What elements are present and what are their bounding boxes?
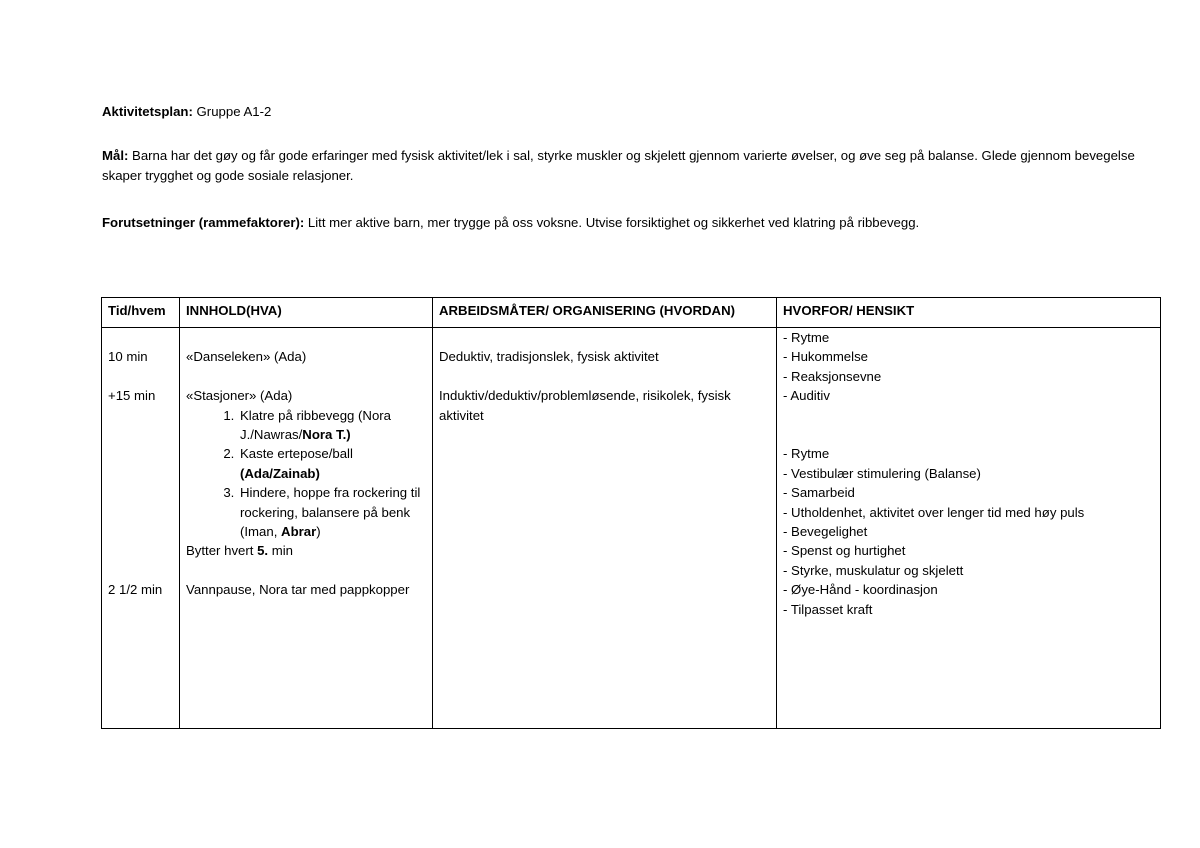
reasons-dance-list xyxy=(783,328,1154,406)
content-switch xyxy=(186,541,426,560)
switch-text: Bytter hvert xyxy=(186,543,258,559)
station-2-text: Kaste ertepose/ball xyxy=(240,446,353,462)
list-item xyxy=(238,444,426,483)
content-dance: «Danseleken» (Ada) xyxy=(186,349,307,365)
goal-label: Mål: xyxy=(102,148,129,163)
reason-cell xyxy=(777,328,1161,729)
list-item: - Tilpasset kraft xyxy=(783,601,873,617)
list-item: - Rytme xyxy=(783,446,830,462)
switch-bold: 5. xyxy=(257,543,269,559)
title-value: Gruppe A1-2 xyxy=(192,104,272,119)
list-item: - Reaksjonsevne xyxy=(783,368,882,384)
method-dance: Deduktiv, tradisjonslek, fysisk aktivitet xyxy=(439,349,659,365)
list-item: - Spenst og hurtighet xyxy=(783,543,906,559)
time-water: 2 1/2 min xyxy=(108,582,163,598)
list-item: - Rytme xyxy=(783,330,830,345)
table-header-row xyxy=(102,298,1161,328)
activity-table xyxy=(101,297,1161,729)
stations-list xyxy=(186,406,426,542)
plan-title xyxy=(102,102,1162,122)
station-1-text: Klatre på ribbevegg (Nora J./Nawras/ xyxy=(240,407,392,442)
list-item: - Vestibulær stimulering (Balanse) xyxy=(783,465,981,481)
list-item: - Hukommelse xyxy=(783,349,869,365)
title-label: Aktivitetsplan: xyxy=(102,104,193,119)
method-cell xyxy=(433,328,777,729)
header-method: ARBEIDSMÅTER/ ORGANISERING (HVORDAN) xyxy=(433,298,777,328)
goal-text: Barna har det gøy og får gode erfaringer med fysisk aktivitet/lek i sal, styrke muskler og skjelett gjennom varierte øvelser, og øve seg på balanse. Glede gjennom bevegelse skaper trygghet og gode sosiale relasjoner. xyxy=(102,148,1135,183)
header-reason: HVORFOR/ HENSIKT xyxy=(777,298,1161,328)
header-content: INNHOLD(HVA) xyxy=(180,298,433,328)
prerequisites-paragraph xyxy=(102,213,1162,233)
reasons-stations-list xyxy=(783,444,1154,619)
list-item: - Samarbeid xyxy=(783,485,855,501)
list-item: - Auditiv xyxy=(783,388,830,404)
prerequisites-text: Litt mer aktive barn, mer trygge på oss voksne. Utvise forsiktighet og sikkerhet ved klatring på ribbevegg. xyxy=(304,215,920,230)
prerequisites-label: Forutsetninger (rammefaktorer): xyxy=(102,215,305,230)
list-item: - Styrke, muskulatur og skjelett xyxy=(783,562,964,578)
list-item: - Øye-Hånd - koordinasjon xyxy=(783,582,938,598)
switch-tail: min xyxy=(268,543,294,559)
station-3-text: Hindere, hoppe fra rockering til rockering, balansere på benk (Iman, xyxy=(240,485,421,540)
station-3-bold: Abrar xyxy=(281,524,317,540)
table-row xyxy=(102,328,1161,729)
content-stations: «Stasjoner» (Ada) xyxy=(186,388,293,404)
list-item: - Utholdenhet, aktivitet over lenger tid med høy puls xyxy=(783,504,1085,520)
goal-paragraph xyxy=(102,146,1162,186)
header-time: Tid/hvem xyxy=(102,298,180,328)
list-item: - Bevegelighet xyxy=(783,524,868,540)
method-stations: Induktiv/deduktiv/problemløsende, risikolek, fysisk aktivitet xyxy=(439,388,731,423)
station-2-bold: (Ada/Zainab) xyxy=(240,465,320,481)
content-cell xyxy=(180,328,433,729)
time-stations: +15 min xyxy=(108,388,156,404)
station-3-tail: ) xyxy=(316,524,321,540)
content-water: Vannpause, Nora tar med pappkopper xyxy=(186,582,410,598)
time-dance: 10 min xyxy=(108,349,148,365)
list-item xyxy=(238,483,426,541)
station-1-bold: Nora T.) xyxy=(302,427,351,442)
time-cell xyxy=(102,328,180,729)
list-item xyxy=(238,406,426,445)
